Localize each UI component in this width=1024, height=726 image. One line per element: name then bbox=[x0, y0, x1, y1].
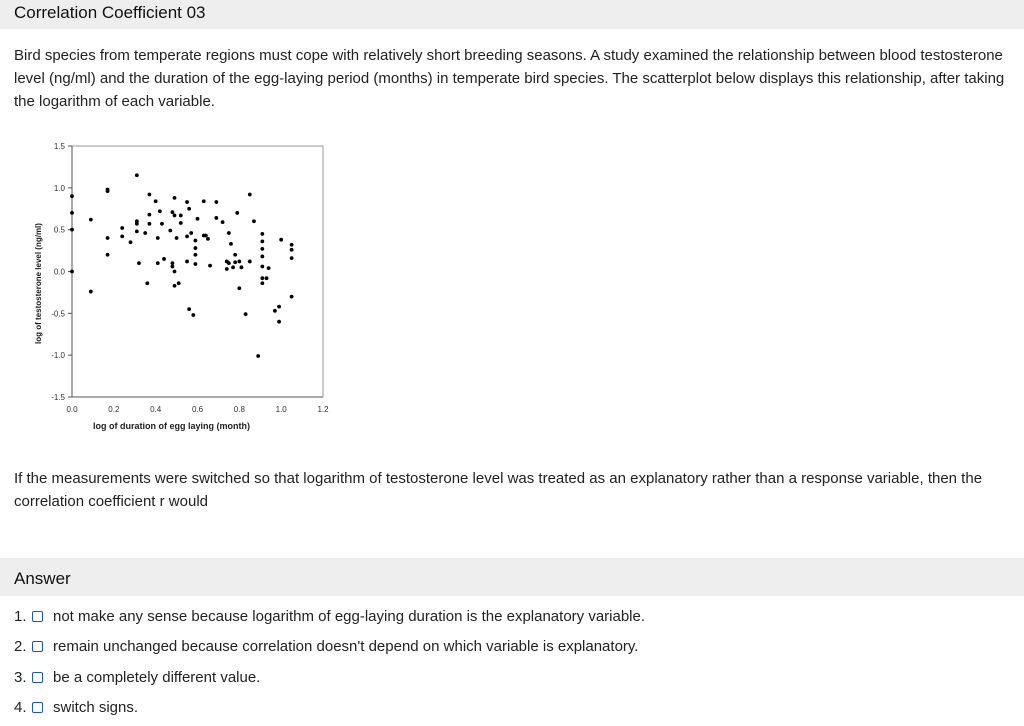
data-point bbox=[290, 248, 294, 252]
data-point bbox=[260, 276, 264, 280]
data-point bbox=[135, 229, 139, 233]
data-point bbox=[156, 236, 160, 240]
option-text: not make any sense because logarithm of egg-laying duration is the explanatory variable. bbox=[53, 607, 646, 625]
data-point bbox=[231, 265, 235, 269]
data-point bbox=[147, 222, 151, 226]
data-point bbox=[290, 256, 294, 260]
x-tick-label: 0.4 bbox=[150, 405, 162, 414]
data-point bbox=[221, 220, 225, 224]
option-text: remain unchanged because correlation doesn't depend on which variable is explanatory. bbox=[53, 638, 639, 656]
data-point bbox=[171, 261, 175, 265]
data-point bbox=[175, 236, 179, 240]
answer-option[interactable] bbox=[14, 662, 645, 693]
option-checkbox[interactable] bbox=[32, 702, 43, 713]
data-point bbox=[173, 284, 177, 288]
data-point bbox=[194, 253, 198, 257]
data-point bbox=[252, 219, 256, 223]
data-point bbox=[214, 216, 218, 220]
data-point bbox=[277, 305, 281, 309]
data-point bbox=[248, 260, 252, 264]
question-intro: Bird species from temperate regions must cope with relatively short breeding seasons. A study examined the relationship between blood testosterone level (ng/ml) and the duration of the egg-laying period (months) in temperate bird species. The scatterplot below displays this relationship, after taking the logarithm of each variable. bbox=[14, 47, 1005, 110]
data-point bbox=[260, 281, 264, 285]
data-point bbox=[145, 281, 149, 285]
data-point bbox=[237, 260, 241, 264]
data-point bbox=[233, 260, 237, 264]
y-tick-label: -1.5 bbox=[51, 393, 65, 402]
data-point bbox=[244, 312, 248, 316]
data-point bbox=[227, 261, 231, 265]
data-point bbox=[279, 238, 283, 242]
data-point bbox=[189, 231, 193, 235]
data-point bbox=[256, 354, 260, 358]
data-point bbox=[265, 276, 269, 280]
option-number: 4. bbox=[14, 699, 27, 717]
y-tick-label: 0.0 bbox=[53, 267, 65, 277]
data-point bbox=[135, 222, 139, 226]
data-point bbox=[147, 193, 151, 197]
x-tick-label: 0.0 bbox=[66, 405, 78, 414]
data-point bbox=[187, 207, 191, 211]
data-point bbox=[147, 213, 151, 217]
scatter-chart bbox=[26, 134, 346, 439]
option-text: switch signs. bbox=[53, 699, 139, 717]
data-point bbox=[202, 199, 206, 203]
data-point bbox=[229, 242, 233, 246]
y-tick-label: 1.0 bbox=[53, 183, 65, 193]
answer-option[interactable] bbox=[14, 693, 645, 724]
y-tick-label: -0.5 bbox=[51, 309, 65, 319]
data-point bbox=[290, 295, 294, 299]
data-point bbox=[185, 234, 189, 238]
data-point bbox=[120, 234, 124, 238]
data-point bbox=[204, 234, 208, 238]
data-point bbox=[194, 246, 198, 250]
y-tick-label: -1.0 bbox=[51, 351, 65, 361]
data-point bbox=[70, 211, 74, 215]
option-checkbox[interactable] bbox=[32, 672, 43, 683]
data-point bbox=[179, 214, 183, 218]
data-point bbox=[187, 307, 191, 311]
option-checkbox[interactable] bbox=[32, 611, 43, 622]
data-point bbox=[171, 265, 175, 269]
data-point bbox=[173, 214, 177, 218]
data-point bbox=[225, 267, 229, 271]
data-point bbox=[260, 255, 264, 259]
data-point bbox=[214, 200, 218, 204]
data-point bbox=[156, 261, 160, 265]
data-point bbox=[196, 217, 200, 221]
x-tick-label: 0.6 bbox=[191, 405, 204, 414]
data-point bbox=[70, 270, 74, 274]
data-point bbox=[173, 196, 177, 200]
data-point bbox=[120, 226, 124, 230]
data-point bbox=[158, 209, 162, 213]
data-point bbox=[290, 243, 294, 247]
data-point bbox=[137, 261, 141, 265]
data-point bbox=[154, 199, 158, 203]
data-point bbox=[185, 260, 189, 264]
question-prompt: If the measurements were switched so that logarithm of testosterone level was treated as an explanatory rather than a response variable, then the correlation coefficient r would bbox=[14, 470, 983, 510]
data-point bbox=[70, 228, 74, 232]
data-point bbox=[143, 231, 147, 235]
data-point bbox=[194, 262, 198, 266]
answer-option[interactable] bbox=[14, 632, 645, 663]
data-point bbox=[191, 313, 195, 317]
data-point bbox=[135, 173, 139, 177]
option-text: be a completely different value. bbox=[53, 668, 261, 686]
data-point bbox=[194, 239, 198, 243]
data-point bbox=[185, 200, 189, 204]
data-point bbox=[233, 253, 237, 257]
answer-options bbox=[14, 601, 645, 723]
data-point bbox=[273, 309, 277, 313]
option-checkbox[interactable] bbox=[32, 641, 43, 652]
x-tick-label: 1.0 bbox=[275, 405, 287, 414]
data-point bbox=[70, 194, 74, 198]
page-title: Correlation Coefficient 03 bbox=[14, 3, 206, 22]
scatter-svg bbox=[26, 134, 346, 439]
data-point bbox=[106, 253, 110, 257]
answer-header bbox=[0, 558, 1024, 596]
data-point bbox=[168, 229, 172, 233]
option-number: 3. bbox=[14, 668, 27, 686]
data-point bbox=[260, 265, 264, 269]
data-point bbox=[248, 193, 252, 197]
data-point bbox=[89, 290, 93, 294]
data-point bbox=[106, 236, 110, 240]
y-tick-label: 0.5 bbox=[53, 225, 65, 235]
y-tick-label: 1.5 bbox=[53, 142, 65, 151]
data-point bbox=[208, 264, 212, 268]
y-axis-label: log of testosterone level (ng/ml) bbox=[34, 223, 43, 344]
data-point bbox=[171, 210, 175, 214]
x-axis-label: log of duration of egg laying (month) bbox=[93, 421, 250, 431]
data-point bbox=[260, 247, 264, 251]
data-point bbox=[89, 218, 93, 222]
data-point bbox=[227, 231, 231, 235]
data-point bbox=[206, 237, 210, 241]
data-point bbox=[260, 232, 264, 236]
data-point bbox=[260, 239, 264, 243]
answer-option[interactable] bbox=[14, 601, 645, 632]
option-number: 2. bbox=[14, 638, 27, 656]
data-point bbox=[106, 188, 110, 192]
data-point bbox=[267, 266, 271, 270]
x-tick-label: 0.2 bbox=[108, 405, 120, 414]
data-point bbox=[177, 281, 181, 285]
data-point bbox=[162, 257, 166, 261]
plot-area bbox=[72, 146, 323, 397]
data-point bbox=[173, 270, 177, 274]
answer-title: Answer bbox=[14, 569, 71, 588]
data-point bbox=[277, 320, 281, 324]
option-number: 1. bbox=[14, 607, 27, 625]
x-tick-label: 0.8 bbox=[233, 405, 245, 414]
data-point bbox=[179, 221, 183, 225]
data-point bbox=[235, 211, 239, 215]
x-tick-label: 1.2 bbox=[317, 405, 329, 414]
data-point bbox=[160, 222, 164, 226]
data-point bbox=[129, 240, 133, 244]
data-point bbox=[237, 286, 241, 290]
data-point bbox=[240, 265, 244, 269]
